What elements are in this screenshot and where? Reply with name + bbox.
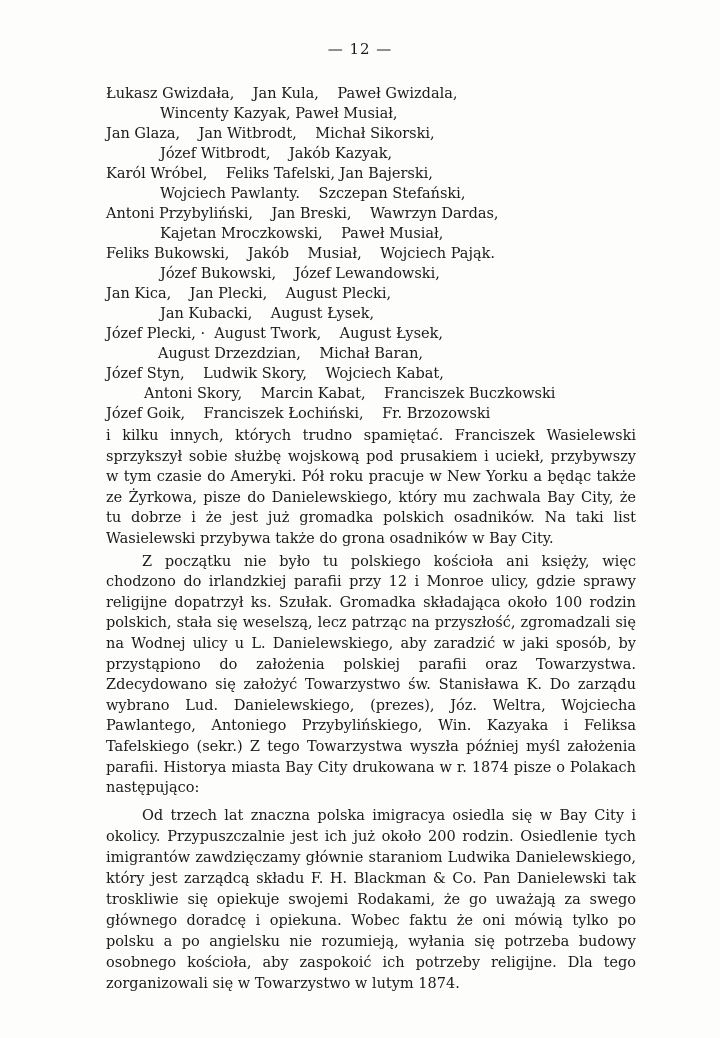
name-line: Józef Goik, Franciszek Łochiński, Fr. Brzozowski bbox=[106, 406, 491, 422]
name-line: Wojciech Pawlanty. Szczepan Stefański, bbox=[160, 186, 466, 202]
name-line: Józef Styn, Ludwik Skory, Wojciech Kabat, bbox=[106, 366, 444, 382]
name-line: Wincenty Kazyak, Paweł Musiał, bbox=[160, 106, 398, 122]
paragraph: Z początku nie było tu polskiego kościoła ani księży, więc chodzono do irlandzkiej parafii przy 12 i Monroe ulicy, gdzie sprawy religijne dopatrzył ks. Szułak. Gromadka składająca około 100 rodzin polskich, stała się weselszą, lecz patrząc na przyszłość, zgromadzali się na Wodnej ulicy u L. Danielewskiego, aby zaradzić w jaki sposób, by przystąpiono do założenia polskiej parafii oraz Towarzystwa. Zdecydowano się założyć Towarzystwo św. Stanisława K. Do zarządu wybrano Lud. Danielewskiego, (prezes), Józ. Weltra, Wojciecha Pawlantego, Antoniego Przybylińskiego, Win. Kazyaka i Feliksa Tafelskiego (sekr.) Z tego Towarzystwa wyszła później myśl założenia parafii. Historya miasta Bay City drukowana w r. 1874 pisze o Polakach następująco: bbox=[106, 553, 636, 797]
name-line: Łukasz Gwizdała, Jan Kula, Paweł Gwizdala, bbox=[106, 86, 458, 102]
name-line: Feliks Bukowski, Jakób Musiał, Wojciech Pająk. bbox=[106, 246, 495, 262]
quote-paragraph: Od trzech lat znaczna polska imigracya osiedla się w Bay City i okolicy. Przypuszczalnie jest ich już około 200 rodzin. Osiedlenie tych imigrantów zawdzięczamy głównie staraniom Ludwika Danielewskiego, który jest zarządcą składu F. H. Blackman & Co. Pan Danielewski tak troskliwie się opiekuje swojemi Rodakami, że go uważają za swego głównego doradcę i opiekuna. Wobec faktu że oni mówią tylko po polsku a po angielsku nie rozumieją, wyłania się potrzeba budowy osobnego kościoła, aby zaspokoić ich potrzeby religijne. Dla tego zorganizowali się w Towarzystwo w lutym 1874. bbox=[106, 808, 636, 992]
name-line: Józef Bukowski, Józef Lewandowski, bbox=[160, 266, 440, 282]
name-line: Jan Kubacki, August Łysek, bbox=[160, 306, 375, 322]
name-line: Jan Kica, Jan Plecki, August Plecki, bbox=[106, 286, 392, 302]
name-line: Jan Glaza, Jan Witbrodt, Michał Sikorski, bbox=[106, 126, 435, 142]
name-line: Karól Wróbel, Feliks Tafelski, Jan Bajerski, bbox=[106, 166, 433, 182]
body-text bbox=[106, 426, 636, 799]
name-line: Antoni Skory, Marcin Kabat, Franciszek Buczkowski bbox=[144, 386, 556, 402]
name-line: Józef Witbrodt, Jakób Kazyak, bbox=[160, 146, 393, 162]
name-line: Antoni Przybyliński, Jan Breski, Wawrzyn Dardas, bbox=[106, 206, 499, 222]
name-line: Kajetan Mroczkowski, Paweł Musiał, bbox=[160, 226, 444, 242]
quoted-passage bbox=[106, 806, 636, 995]
page-number: — 12 — bbox=[327, 40, 393, 58]
name-line: Józef Plecki, · August Twork, August Łysek, bbox=[106, 326, 444, 342]
name-line: August Drzezdzian, Michał Baran, bbox=[158, 346, 424, 362]
paragraph: i kilku innych, których trudno spamiętać. Franciszek Wasielewski sprzykszył sobie służbę wojskową pod prusakiem i uciekł, przybywszy w tym czasie do Ameryki. Pół roku pracuje w New Yorku a będąc także ze Żyrkowa, pisze do Danielewskiego, który mu zachwala Bay City, że tu dobrze i że jest już gromadka polskich osadników. Na taki list Wasielewski przybywa także do grona osadników w Bay City. bbox=[106, 428, 636, 547]
